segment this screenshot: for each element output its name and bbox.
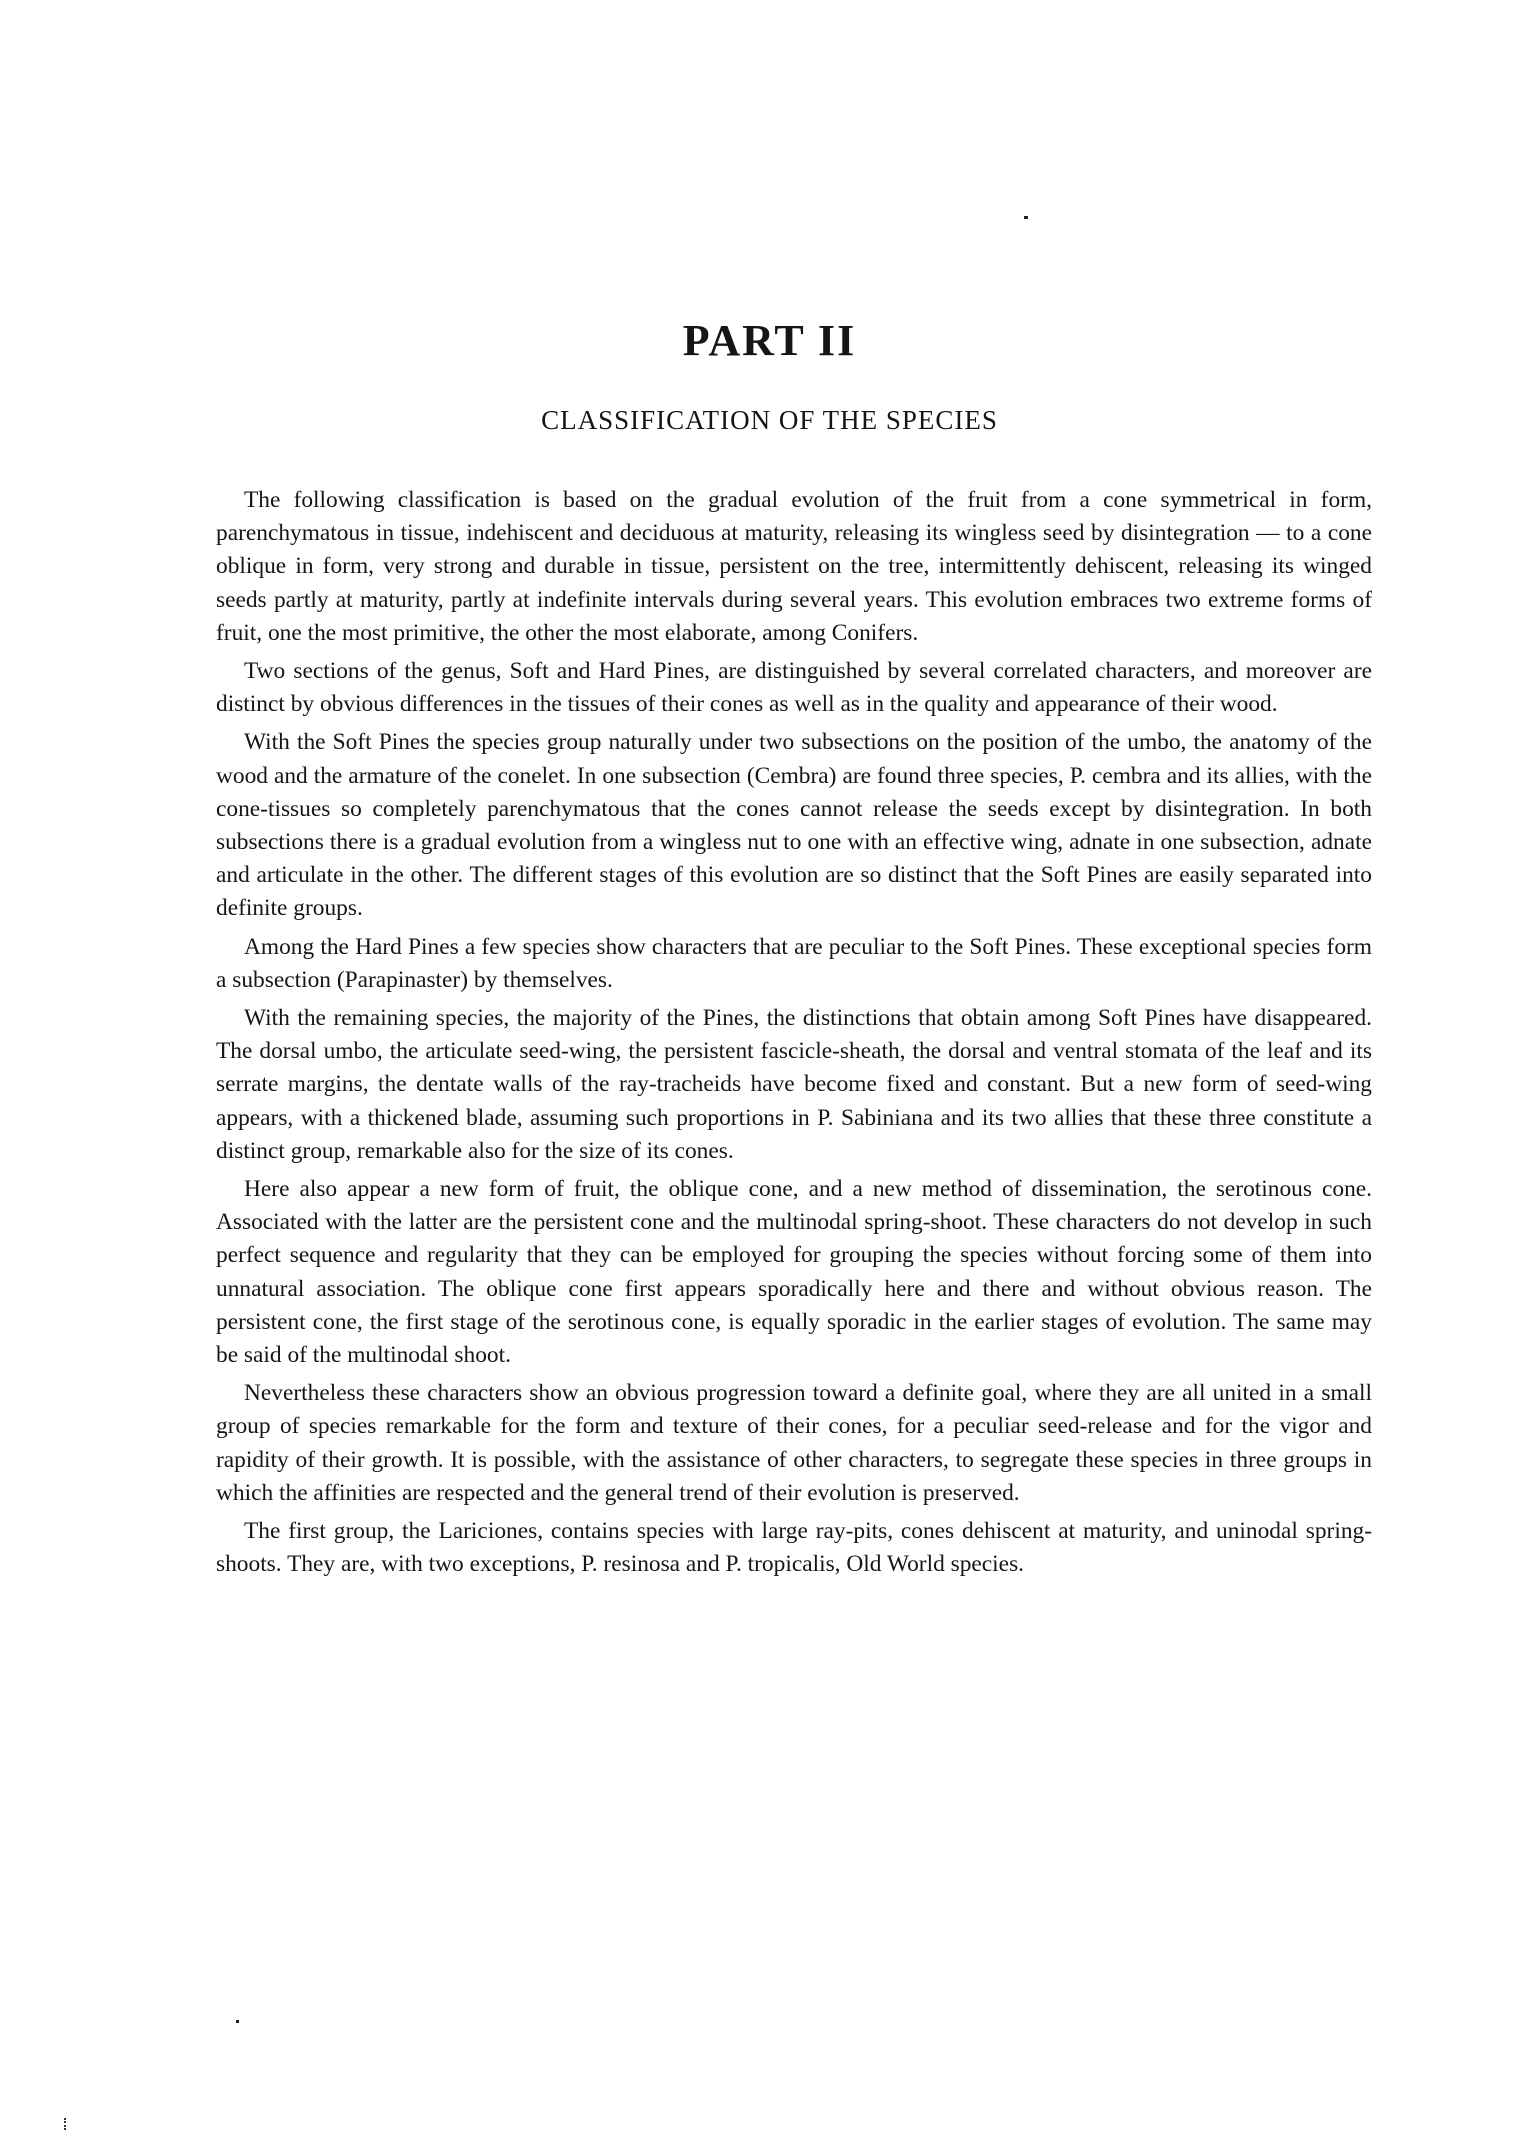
paragraph: With the Soft Pines the species group naturally under two subsections on the position of the umbo, the anatomy of the wood and the armature of the conelet. In one subsection (Cembra) are found three species, P. cembra and its allies, with the cone-tissues so completely parenchymatous that the cones cannot release the seeds except by disintegration. In both subsections there is a gradual evolution from a wingless nut to one with an effective wing, adnate in one subsection, adnate and articulate in the other. The different stages of this evolution are so distinct that the Soft Pines are easily separated into definite groups. (216, 729, 1372, 922)
paragraph: The first group, the Lariciones, contains species with large ray-pits, cones dehiscent at maturity, and uninodal spring-shoots. They are, with two exceptions, P. resinosa and P. tropicalis, Old World species. (216, 1518, 1372, 1578)
scan-speck (236, 2020, 239, 2023)
paragraph: Among the Hard Pines a few species show characters that are peculiar to the Soft Pines. These exceptional species form a subsection (Parapinaster) by themselves. (216, 933, 1372, 993)
paragraph: Nevertheless these characters show an obvious progression toward a definite goal, where they are all united in a small group of species remarkable for the form and texture of their cones, for a peculiar seed-release and for the vigor and rapidity of their growth. It is possible, with the assistance of other characters, to segregate these species in three groups in which the affinities are respected and the general trend of their evolution is preserved. (216, 1380, 1372, 1506)
section-title: CLASSIFICATION OF THE SPECIES (541, 405, 998, 435)
paragraph: Two sections of the genus, Soft and Hard Pines, are distinguished by several correlated characters, and moreover are distinct by obvious differences in the tissues of their cones as well as in the quality and appearance of their wood. (216, 658, 1372, 718)
paragraph: With the remaining species, the majority of the Pines, the distinctions that obtain among Soft Pines have disappeared. The dorsal umbo, the articulate seed-wing, the persistent fascicle-sheath, the dorsal and ventral stomata of the leaf and its serrate margins, the dentate walls of the ray-tracheids have become fixed and constant. But a new form of seed-wing appears, with a thickened blade, assuming such proportions in P. Sabiniana and its two allies that these three constitute a distinct group, remarkable also for the size of its cones. (216, 1005, 1372, 1164)
paragraph: Here also appear a new form of fruit, the oblique cone, and a new method of dissemination, the serotinous cone. Associated with the latter are the persistent cone and the multinodal spring-shoot. These characters do not develop in such perfect sequence and regularity that they can be employed for grouping the species without forcing some of them into unnatural association. The oblique cone first appears sporadically here and there and without obvious reason. The persistent cone, the first stage of the serotinous cone, is equally sporadic in the earlier stages of evolution. The same may be said of the multinodal shoot. (216, 1176, 1372, 1369)
body-text (216, 484, 1372, 1587)
scan-speck (1024, 216, 1028, 219)
part-title: PART II (682, 316, 857, 365)
scan-mark (64, 2118, 70, 2130)
paragraph: The following classification is based on the gradual evolution of the fruit from a cone symmetrical in form, parenchymatous in tissue, indehiscent and deciduous at maturity, releasing its wingless seed by disintegration — to a cone oblique in form, very strong and durable in tissue, persistent on the tree, intermittently dehiscent, releasing its winged seeds partly at maturity, partly at indefinite intervals during several years. This evolution embraces two extreme forms of fruit, one the most primitive, the other the most elaborate, among Conifers. (216, 487, 1372, 646)
